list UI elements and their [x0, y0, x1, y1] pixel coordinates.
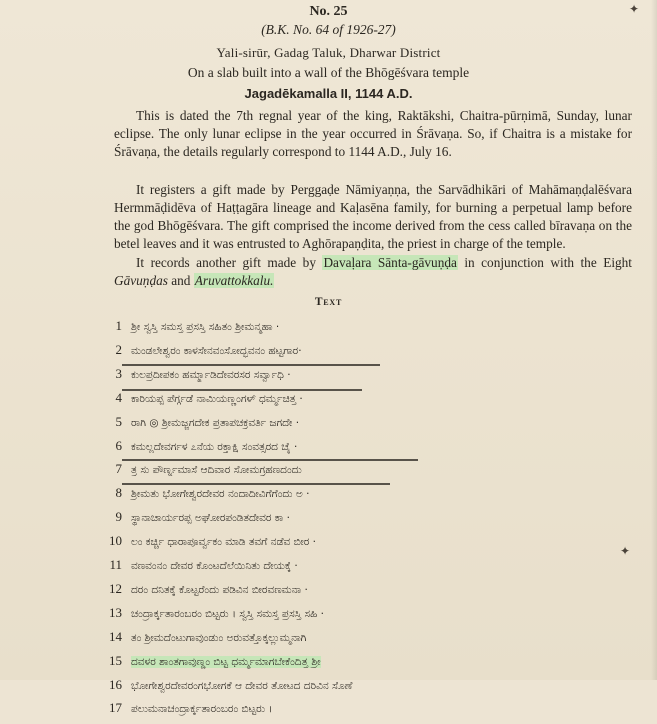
line-text: ಕಮಲ್ಲದೇವರ್ಗಳ ೭ನೆಯ ರಕ್ತಾಕ್ಷಿ ಸಂವತ್ಸರದ ಚೈ ·: [131, 440, 298, 453]
p3-text-a: It records another gift made by: [136, 255, 316, 270]
inscription-line: [94, 438, 297, 462]
line-text: ದವಳರ ಶಾಂತಗಾವುಣ್ಡಂ ಬಿಟ್ಟ ಧರ್ಮ್ಮಮಾಗಬೇಕೆಂದಿತ್ತ ಶ್ರೀ: [131, 655, 321, 668]
paragraph-gift: It registers a gift made by Perggaḍe Nāmiyaṇṇa, the Sarvādhikāri of Mahāmaṇḍalēśvara Hermmāḍidēva of Haṭṭagāra lineage and Kaḷasēna family, for burning a perpetual lamp before the god Bhōgēśvara. The gift comprised the income derived from the cess called bīravaṇa on the betel leaves and it was entrusted to Aghōrapaṇḍita, the priest in charge of the temple.: [114, 182, 632, 251]
inscription-line: [94, 700, 272, 724]
highlight-davalara: Davaḷara Sānta-gāvuṇḍa: [323, 255, 457, 270]
inscription-number: No. 25: [309, 4, 348, 19]
line-text: ತ್ರ ಸು ಪೌರ್ಣ್ನಮಾಸೆ ಆದಿವಾರ ಸೋಮಗ್ರಹಣದಂದು: [131, 464, 302, 477]
inscription-line: [94, 390, 303, 414]
inscription-line: [94, 485, 309, 509]
highlight-aruvattokkalu: Aruvattokkalu.: [194, 273, 274, 288]
p3-gavundas: Gāvuṇḍas: [114, 273, 168, 288]
line-text: ಪಲುಮನಾಚಂದ್ರಾರ್ಕ್ಕತಾರಂಬರಂ ಬಿಟ್ಟರು ।: [131, 703, 273, 716]
slab-description: On a slab built into a wall of the Bhōgēśvara temple: [187, 65, 470, 80]
line-number: 4: [115, 389, 122, 405]
underline-rule-2: [122, 364, 380, 366]
line-number: 16: [109, 676, 122, 692]
line-number: 6: [115, 437, 122, 453]
p3-text-b: in conjunction with the Eight: [464, 255, 632, 270]
location-line: Yali-sirūr, Gadag Taluk, Dharwar District: [216, 45, 441, 60]
inscription-line: [94, 605, 324, 629]
text-heading: Text: [314, 296, 343, 308]
line-number: 14: [109, 628, 122, 644]
inscription-line: [94, 581, 308, 605]
inscription-line: [94, 414, 299, 438]
line-number: 15: [109, 652, 122, 668]
inscription-line: [94, 461, 302, 485]
underline-rule-3: [122, 389, 362, 391]
line-text: ಶ್ರೀ ಸ್ವಸ್ತಿ ಸಮಸ್ತ ಪ್ರಸಸ್ತಿ ಸಹಿತಂ ಶ್ರೀಮನ್ಮಹಾ ·: [131, 321, 280, 333]
paragraph-date: This is dated the 7th regnal year of the king, Raktākshi, Chaitra-pūrṇimā, Sunday, lunar eclipse. The only lunar eclipse in the year occurred in Śrāvaṇa. So, if Chaitra is a mistake for Śrāvaṇa, the details regularly correspond to 1144 A.D., July 16.: [114, 108, 632, 159]
inscription-line: [94, 533, 316, 557]
line-number: 1: [115, 318, 122, 333]
line-text: ಲಂ ಕರ್ಚ್ಚಿ ಧಾರಾಪೂರ್ವ್ವಕಂ ಮಾಡಿ ತವಗೆ ನಡೆವ ಬೀರ ·: [131, 536, 316, 549]
line-number: 7: [115, 461, 122, 477]
inscription-line: [94, 629, 306, 653]
line-number: 10: [109, 533, 122, 549]
line-text: ಶ್ರೀಮತು ಭೋಗೇಶ್ವರದೇವರ ನಂದಾದೀವಿಗೆಗೆಂದು ಅ ·: [131, 488, 310, 501]
line-number: 13: [109, 604, 122, 620]
line-text: ಕುಲಪ್ರದೀಪಕಂ ಹರ್ಮ್ಮಾಡಿದೇವರಸರ ಸರ್ವ್ವಾಧಿ ·: [131, 368, 291, 381]
line-number: 8: [115, 485, 122, 501]
line-text: ಭೋಗೇಶ್ವರದೇವರಂಗಭೋಗಕೆ ಆ ದೇವರ ತೋಟದ ದರಿವಿನ ಸೊಣೆ: [131, 679, 353, 692]
line-text: ದರಂ ದನಿತಕ್ಕೆ ಕೊಟ್ಟರೆಂದು ಪಡಿವಿನ ಬೀರವಣಮನಾ ·: [131, 583, 308, 596]
bk-reference: (B.K. No. 64 of 1926-27): [261, 22, 396, 37]
king-title: Jagadēkamalla II, 1144 A.D.: [244, 86, 413, 101]
line-text: ಕಾರಿಯಪ್ಪ ಪೆರ್ಗ್ಗಡೆ ನಾಮಿಯಣ್ಣಂಗಳ್ ಧರ್ಮ್ಮಚಿತ್ತ ·: [131, 392, 303, 405]
line-text: ತಂ ಶ್ರೀಮದೆಂಟುಗಾವುಂಡುಂ ಅರುವತ್ತೊಕ್ಕಲ್ಲುಮ್ಮನಾಗಿ: [131, 631, 307, 644]
line-number: 3: [115, 365, 122, 381]
underline-rule-7: [122, 483, 390, 485]
inscription-line: [94, 342, 302, 366]
pin-mark-icon: ✦: [620, 544, 631, 558]
line-number: 12: [109, 580, 122, 596]
line-number: 17: [109, 700, 122, 716]
line-number: 5: [115, 413, 122, 429]
inscription-line: [94, 509, 290, 533]
line-text: ಸ್ಥಾನಾಚಾರ್ಯರಪ್ಪ ಅಘೋರಪಂಡಿತದೇವರ ಕಾ ·: [131, 512, 290, 525]
line-text: ಚಂದ್ರಾರ್ಕ್ಕತಾರಂಬರಂ ಬಿಟ್ಟರು । ಸ್ವಸ್ತಿ ಸಮಸ್ತ ಪ್ರಸಸ್ತಿ ಸಹಿ ·: [131, 607, 324, 620]
line-number: 9: [115, 509, 122, 525]
paragraph-another-gift: [114, 254, 632, 290]
pin-mark-icon: ✦: [629, 2, 640, 16]
inscription-line: [94, 366, 291, 390]
line-text: ರಾಗಿ ◎ ಶ್ರೀಮಜ್ಜಗದೇಕ ಪ್ರತಾಪಚಕ್ರವರ್ತಿ ಜಗದೇ ·: [131, 416, 300, 429]
inscription-line: [94, 557, 298, 581]
page-edge-shadow: [651, 0, 657, 680]
inscription-line: [94, 318, 279, 342]
line-text: ವಣವಂನಂ ದೇವರ ಕೊಂಟದೆಲೆಯಿನಿತು ದೇಯಕ್ಕೆ ·: [131, 560, 298, 572]
line-text: ಮಂಡಲೇಶ್ವರಂ ಕಾಳಸೇನವಂಸೋದ್ಭವನಂ ಹಟ್ಟಗಾರ·: [131, 344, 302, 357]
p3-and: and: [171, 273, 191, 288]
line-number: 2: [115, 341, 122, 357]
inscription-line: [94, 653, 321, 677]
line-number: 11: [109, 557, 122, 572]
inscription-line: [94, 677, 352, 701]
underline-rule-6: [122, 459, 418, 461]
